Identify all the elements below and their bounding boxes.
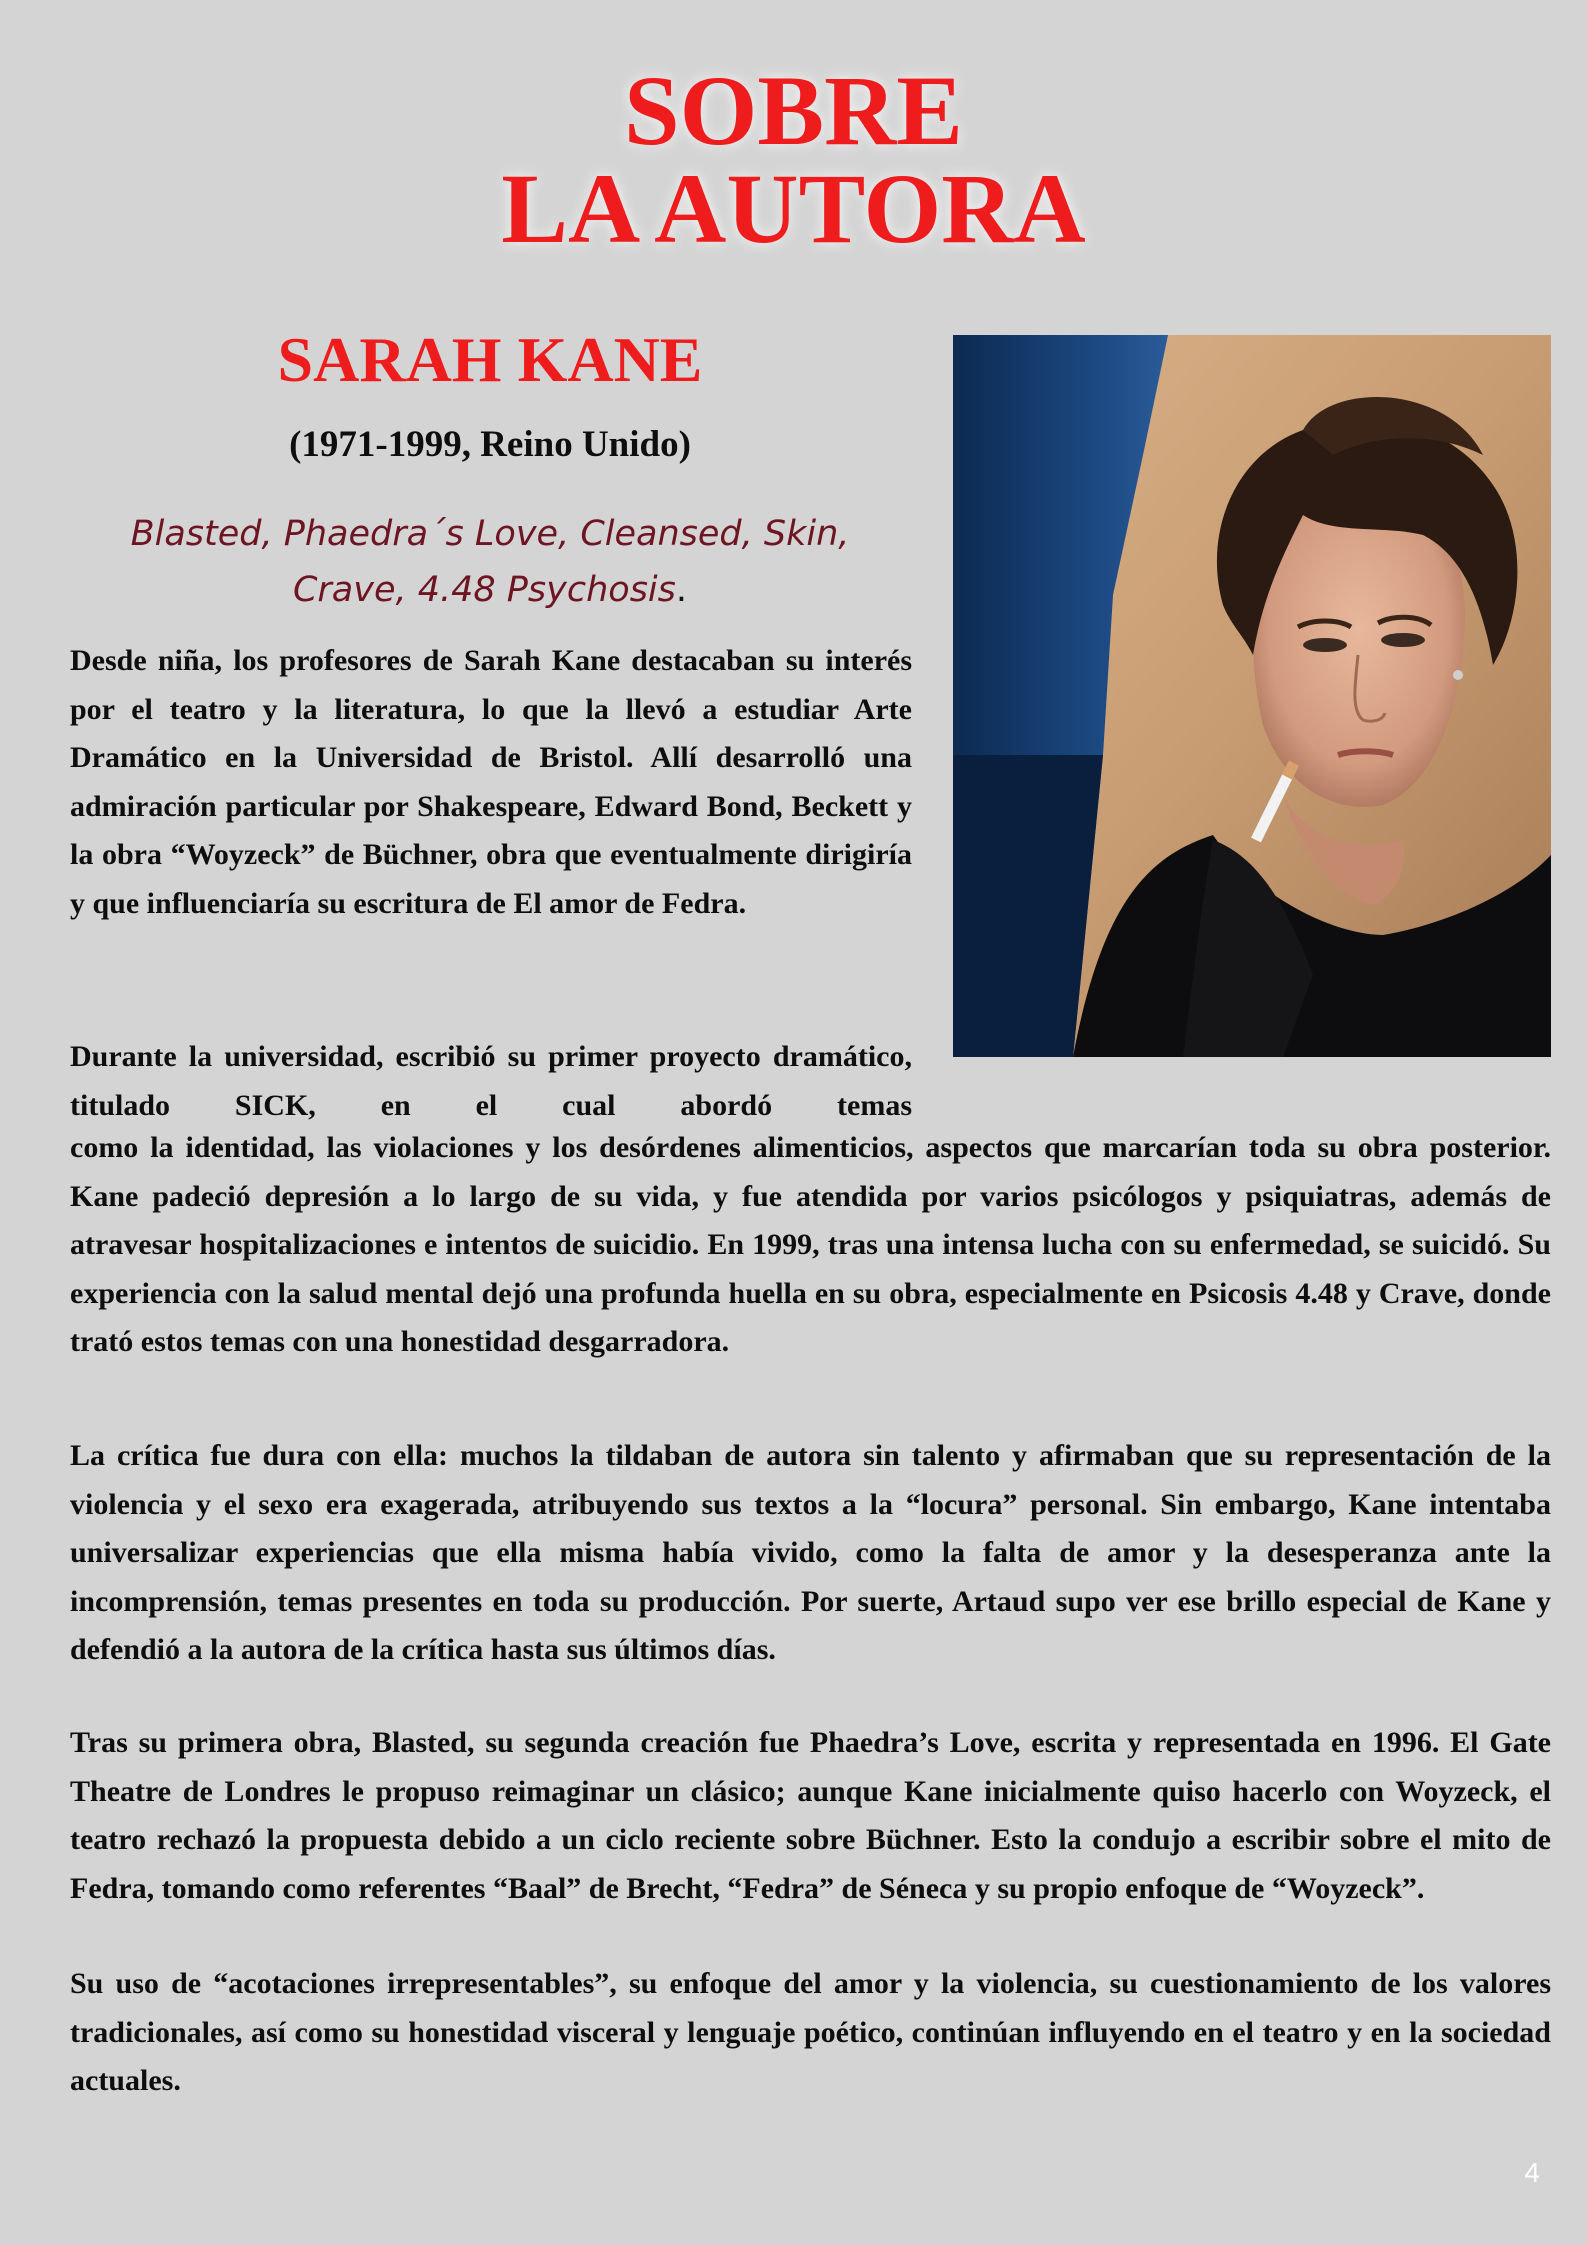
page-title [0, 55, 1587, 264]
paragraph-4: Tras su primera obra, Blasted, su segunda creación fue Phaedra’s Love, escrita y representada en 1996. El Gate Theatre de Londres le propuso reimaginar un clásico; aunque Kane inicialmente quiso hacerlo con Woyzeck, el teatro rechazó la propuesta debido a un ciclo reciente sobre Büchner. Esto la condujo a escribir sobre el mito de Fedra, tomando como referentes “Baal” de Brecht, “Fedra” de Séneca y su propio enfoque de “Woyzeck”. [70, 1726, 1551, 1905]
paragraph-5: Su uso de “acotaciones irrepresentables”, su enfoque del amor y la violencia, su cuestionamiento de los valores tradicionales, así como su honestidad visceral y lenguaje poético, continúan influyendo en el teatro y en la sociedad actuales. [70, 1967, 1551, 2097]
author-name: SARAH KANE [277, 324, 703, 395]
author-works-line-2 [70, 562, 910, 618]
paragraph-2-start: Durante la universidad, escribió su primer proyecto dramático, titulado SICK, en el cual abordó temas [70, 1040, 912, 1122]
author-works-line-1: Blasted, Phaedra´s Love, Cleansed, Skin, [130, 514, 850, 554]
paragraph-3: La crítica fue dura con ella: muchos la tildaban de autora sin talento y afirmaban que su representación de la violencia y el sexo era exagerada, atribuyendo sus textos a la “locura” personal. Sin embargo, Kane intentaba universalizar experiencias que ella misma había vivido, como la falta de amor y la desesperanza ante la incomprensión, temas presentes en toda su producción. Por suerte, Artaud supo ver ese brillo especial de Kane y defendió a la autora de la crítica hasta sus últimos días. [70, 1439, 1551, 1666]
paragraph-2-continued: como la identidad, las violaciones y los desórdenes alimenticios, aspectos que marcarían toda su obra posterior. Kane padeció depresión a lo largo de su vida, y fue atendida por varios psicólogos y psiquiatras, además de atravesar hospitalizaciones e intentos de suicidio. En 1999, tras una intensa lucha con su enfermedad, se suicidó. Su experiencia con la salud mental dejó una profunda huella en su obra, especialmente en Psicosis 4.48 y Crave, donde trató estos temas con una honestidad desgarradora. [70, 1131, 1551, 1358]
page-title-line-2: LA AUTORA [501, 153, 1086, 264]
paragraph-1: Desde niña, los profesores de Sarah Kane destacaban su interés por el teatro y la literatura, lo que la llevó a estudiar Arte Dramático en la Universidad de Bristol. Allí desarrolló una admiración particular por Shakespeare, Edward Bond, Beckett y la obra “Woyzeck” de Büchner, obra que eventualmente dirigiría y que influenciaría su escritura de El amor de Fedra. [70, 644, 912, 920]
author-works-line-2-text: Crave, 4.48 Psychosis [292, 570, 676, 610]
author-works-period: . [675, 570, 688, 610]
author-portrait-photo [953, 335, 1551, 1057]
author-dates: (1971-1999, Reino Unido) [289, 424, 691, 465]
page-title-line-1: SOBRE [623, 55, 963, 166]
page-number: 4 [1524, 2157, 1540, 2188]
author-works [70, 506, 910, 618]
